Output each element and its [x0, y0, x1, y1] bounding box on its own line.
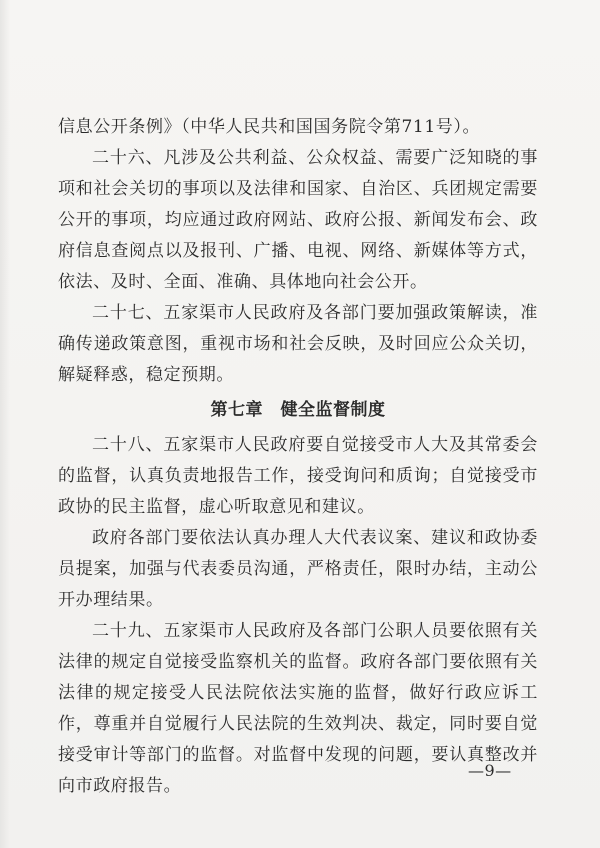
paragraph: 信息公开条例》（中华人民共和国国务院令第711号）。	[58, 117, 481, 137]
paragraph-article-27: 二十七、五家渠市人民政府及各部门要加强政策解读，准确传递政策意图，重视市场和社会反映，及时回应公众关切，解疑释惑，稳定预期。	[58, 303, 538, 385]
page-number: —9—	[468, 761, 512, 780]
paragraph-departments: 政府各部门要依法认真办理人大代表议案、建议和政协委员提案，加强与代表委员沟通，严格责任，限时办结，主动公开办理结果。	[58, 528, 538, 610]
paragraph-article-26: 二十六、凡涉及公共利益、公众权益、需要广泛知晓的事项和社会关切的事项以及法律和国家、自治区、兵团规定需要公开的事项，均应通过政府网站、政府公报、新闻发布会、政府信息查阅点以及报刊、广播、电视、网络、新媒体等方式，依法、及时、全面、准确、具体地向社会公开。	[58, 148, 538, 292]
page-edge-shadow	[0, 0, 10, 848]
document-body	[58, 112, 538, 802]
paragraph-article-29: 二十九、五家渠市人民政府及各部门公职人员要依照有关法律的规定自觉接受监察机关的监督。政府各部门要依照有关法律的规定接受人民法院依法实施的监督，做好行政应诉工作，尊重并自觉履行人民法院的生效判决、裁定，同时要自觉接受审计等部门的监督。对监督中发现的问题，要认真整改并向市政府报告。	[58, 621, 538, 796]
chapter-title: 第七章 健全监督制度	[210, 400, 386, 420]
paragraph-article-28: 二十八、五家渠市人民政府要自觉接受市人大及其常委会的监督，认真负责地报告工作，接受询问和质询；自觉接受市政协的民主监督，虚心听取意见和建议。	[58, 435, 538, 517]
